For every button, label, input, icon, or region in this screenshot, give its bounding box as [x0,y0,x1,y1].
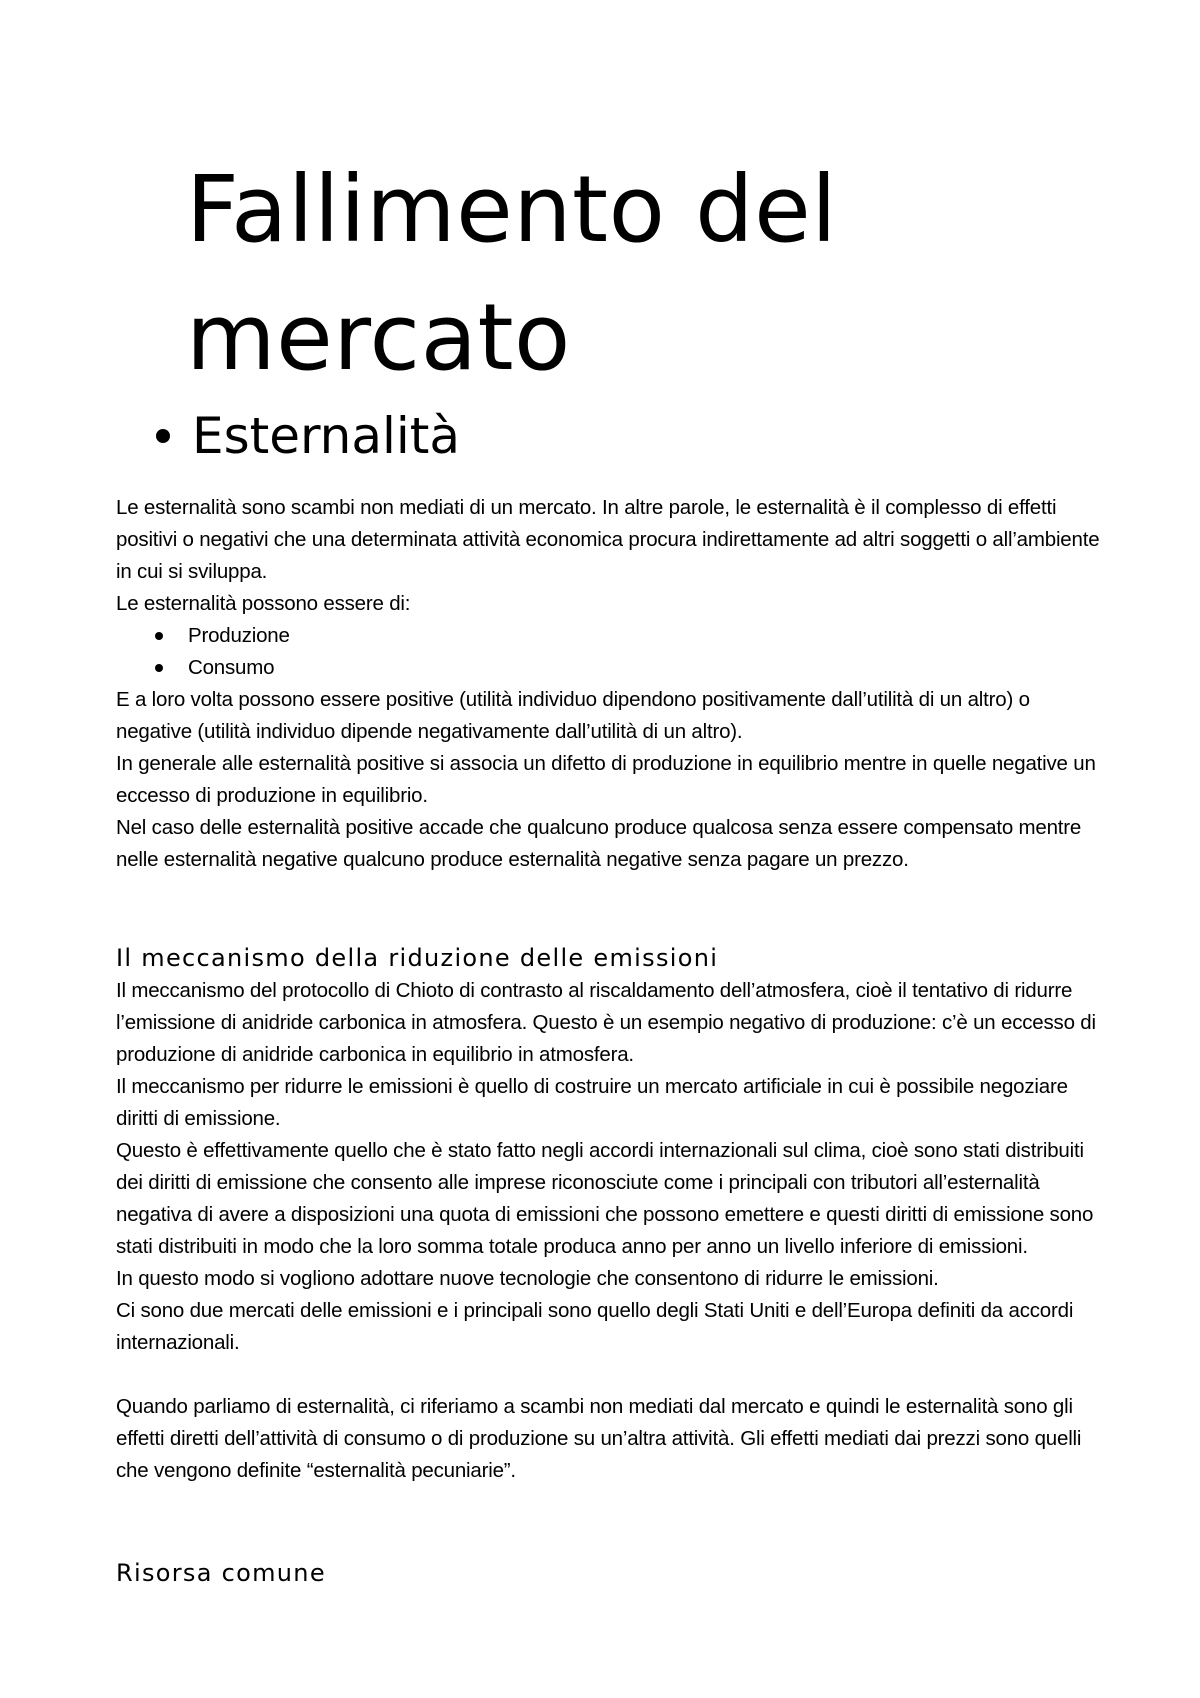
paragraph: Le esternalità possono essere di: [116,592,411,615]
bullet-icon [156,429,170,443]
paragraph-spacer [116,1359,1106,1391]
esternalita-section-body [116,492,1106,876]
list-item-label: Produzione [188,624,290,647]
paragraph: In questo modo si vogliono adottare nuove tecnologie che consentono di ridurre le emissioni. [116,1267,939,1290]
paragraph: Questo è effettivamente quello che è stato fatto negli accordi internazionali sul clima, cioè sono stati distribuiti dei diritti di emissione che consento alle imprese riconosciute come i principali con tributori all’esternalità negativa di avere a disposizioni una quota di emissioni che possono emettere e questi diritti di emissione sono stati distribuiti in modo che la loro somma totale produca anno per anno un livello inferiore di emissioni. [116,1139,1094,1258]
closing-paragraph: Quando parliamo di esternalità, ci riferiamo a scambi non mediati dal mercato e quindi le esternalità sono gli effetti diretti dell’attività di consumo o di produzione su un’altra attività. Gli effetti mediati dai prezzi sono quelli che vengono definite “esternalità pecuniarie”. [116,1395,1082,1482]
paragraph: In generale alle esternalità positive si associa un difetto di produzione in equilibrio mentre in quelle negative un eccesso di produzione in equilibrio. [116,752,1096,807]
section-heading-text: Esternalità [192,407,461,465]
paragraph: E a loro volta possono essere positive (utilità individuo dipendono positivamente dall’utilità di un altro) o negative (utilità individuo dipende negativamente dall’utilità di un altro). [116,688,1030,743]
section-heading-esternalita [150,404,460,468]
paragraph: Le esternalità sono scambi non mediati di un mercato. In altre parole, le esternalità è il complesso di effetti positivi o negativi che una determinata attività economica procura indirettamente ad altri soggetti o all’ambiente in cui si sviluppa. [116,496,1100,583]
subheading-common-resource: Risorsa comune [116,1559,326,1587]
paragraph: Nel caso delle esternalità positive accade che qualcuno produce qualcosa senza essere compensato mentre nelle esternalità negative qualcuno produce esternalità negative senza pagare un prezzo. [116,816,1082,871]
list-item [116,652,1106,684]
list-item-label: Consumo [188,656,275,679]
list-item [116,620,1106,652]
document-title: Fallimento del mercato [186,156,838,391]
subheading-emissions: Il meccanismo della riduzione delle emissioni [116,944,719,972]
externality-types-list [116,620,1106,684]
paragraph: Ci sono due mercati delle emissioni e i principali sono quello degli Stati Uniti e dell’Europa definiti da accordi internazionali. [116,1299,1074,1354]
paragraph: Il meccanismo per ridurre le emissioni è quello di costruire un mercato artificiale in cui è possibile negoziare diritti di emissione. [116,1075,1068,1130]
emissions-section-body [116,975,1106,1487]
bullet-icon [155,664,163,672]
bullet-icon [155,632,163,640]
paragraph: Il meccanismo del protocollo di Chioto di contrasto al riscaldamento dell’atmosfera, cioè il tentativo di ridurre l’emissione di anidride carbonica in atmosfera. Questo è un esempio negativo di produzione: c’è un eccesso di produzione di anidride carbonica in equilibrio in atmosfera. [116,979,1096,1066]
